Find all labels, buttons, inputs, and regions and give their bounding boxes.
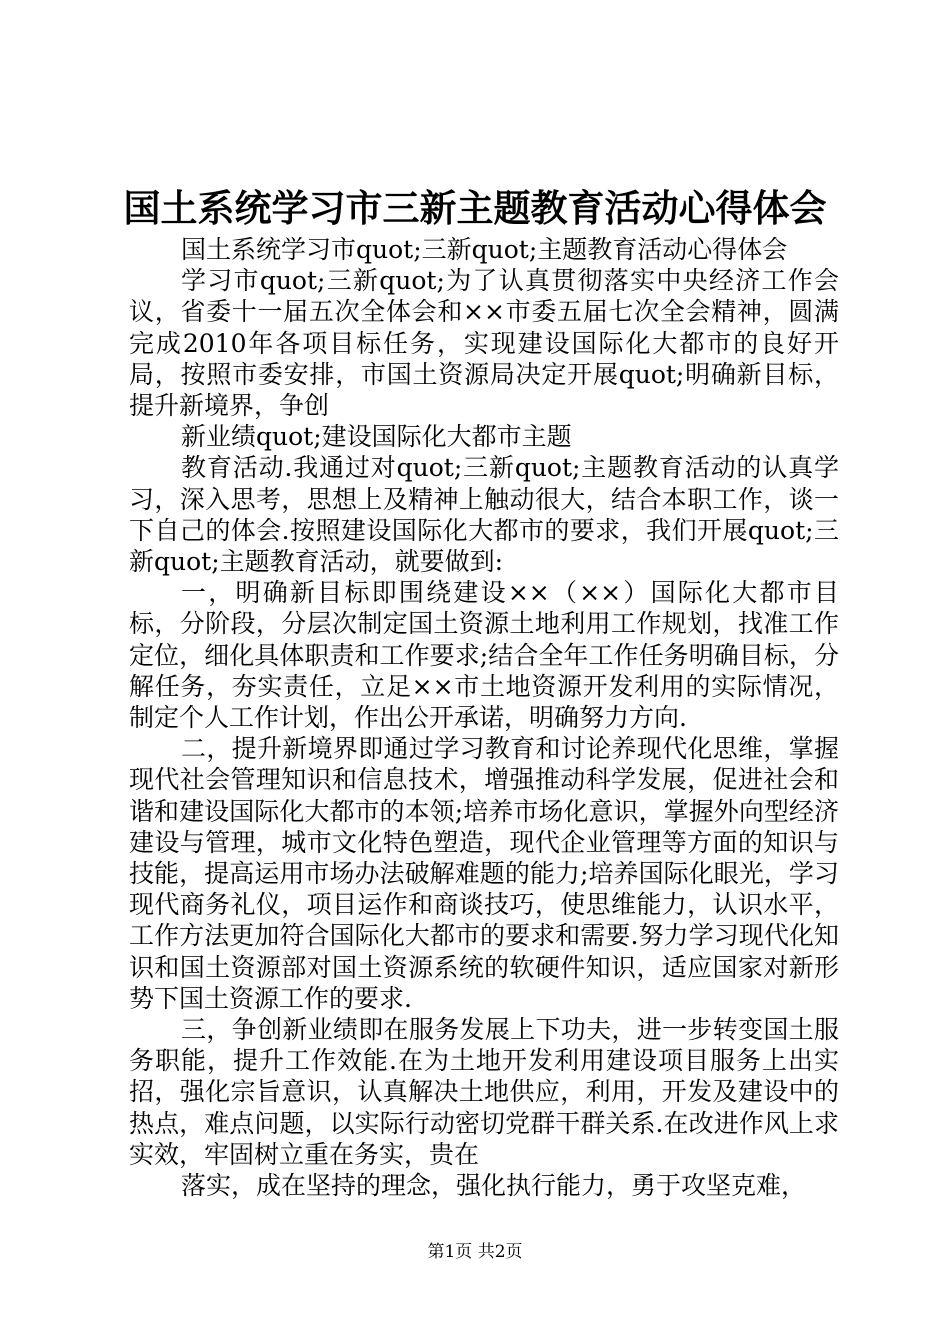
paragraph-point-two: 二，提升新境界即通过学习教育和讨论养现代化思维，掌握现代社会管理知识和信息技术，增强推动科学发展，促进社会和谐和建设国际化大都市的本领;培养市场化意识，掌握外向型经济建设与管理，城市文化特色塑造，现代企业管理等方面的知识与技能，提高运用市场办法破解难题的能力;培养国际化眼光，学习现代商务礼仪，项目运作和商谈技巧，使思维能力，认识水平，工作方法更加符合国际化大都市的要求和需要.努力学习现代化知识和国土资源部对国土资源系统的软硬件知识，适应国家对新形势下国土资源工作的要求. xyxy=(129,734,839,1013)
paragraph-theme: 新业绩quot;建设国际化大都市主题 xyxy=(181,422,572,452)
paragraph-point-one: 一，明确新目标即围绕建设××（××）国际化大都市目标，分阶段，分层次制定国土资源土地利用工作规划，找准工作定位，细化具体职责和工作要求;结合全年工作任务明确目标，分解任务，夯实责任，立足××市土地资源开发利用的实际情况，制定个人工作计划，作出公开承诺，明确努力方向. xyxy=(129,578,839,733)
paragraph-point-three: 三，争创新业绩即在服务发展上下功夫，进一步转变国土服务职能，提升工作效能.在为土地开发利用建设项目服务上出实招，强化宗旨意识，认真解决土地供应，利用，开发及建设中的热点，难点问题，以实际行动密切党群干群关系.在改进作风上求实效，牢固树立重在务实，贵在 xyxy=(129,1015,839,1169)
paragraph-continuation: 落实，成在坚持的理念，强化执行能力，勇于攻坚克难， xyxy=(181,1171,807,1201)
paragraph-intro: 学习市quot;三新quot;为了认真贯彻落实中央经济工作会议，省委十一届五次全体会和××市委五届七次全会精神，圆满完成2010年各项目标任务，实现建设国际化大都市的良好开局，按照市委安排，市国土资源局决定开展quot;明确新目标，提升新境界，争创 xyxy=(129,266,839,421)
paragraph-subtitle: 国土系统学习市quot;三新quot;主题教育活动心得体会 xyxy=(181,235,788,264)
document-body xyxy=(129,234,839,1201)
paragraph-reflection: 教育活动.我通过对quot;三新quot;主题教育活动的认真学习，深入思考，思想上及精神上触动很大，结合本职工作，谈一下自己的体会.按照建设国际化大都市的要求，我们开展quot;三新quot;主题教育活动，就要做到: xyxy=(129,453,839,577)
document-title: 国土系统学习市三新主题教育活动心得体会 xyxy=(123,186,827,230)
page-number: 第1页 共2页 xyxy=(427,1242,523,1262)
